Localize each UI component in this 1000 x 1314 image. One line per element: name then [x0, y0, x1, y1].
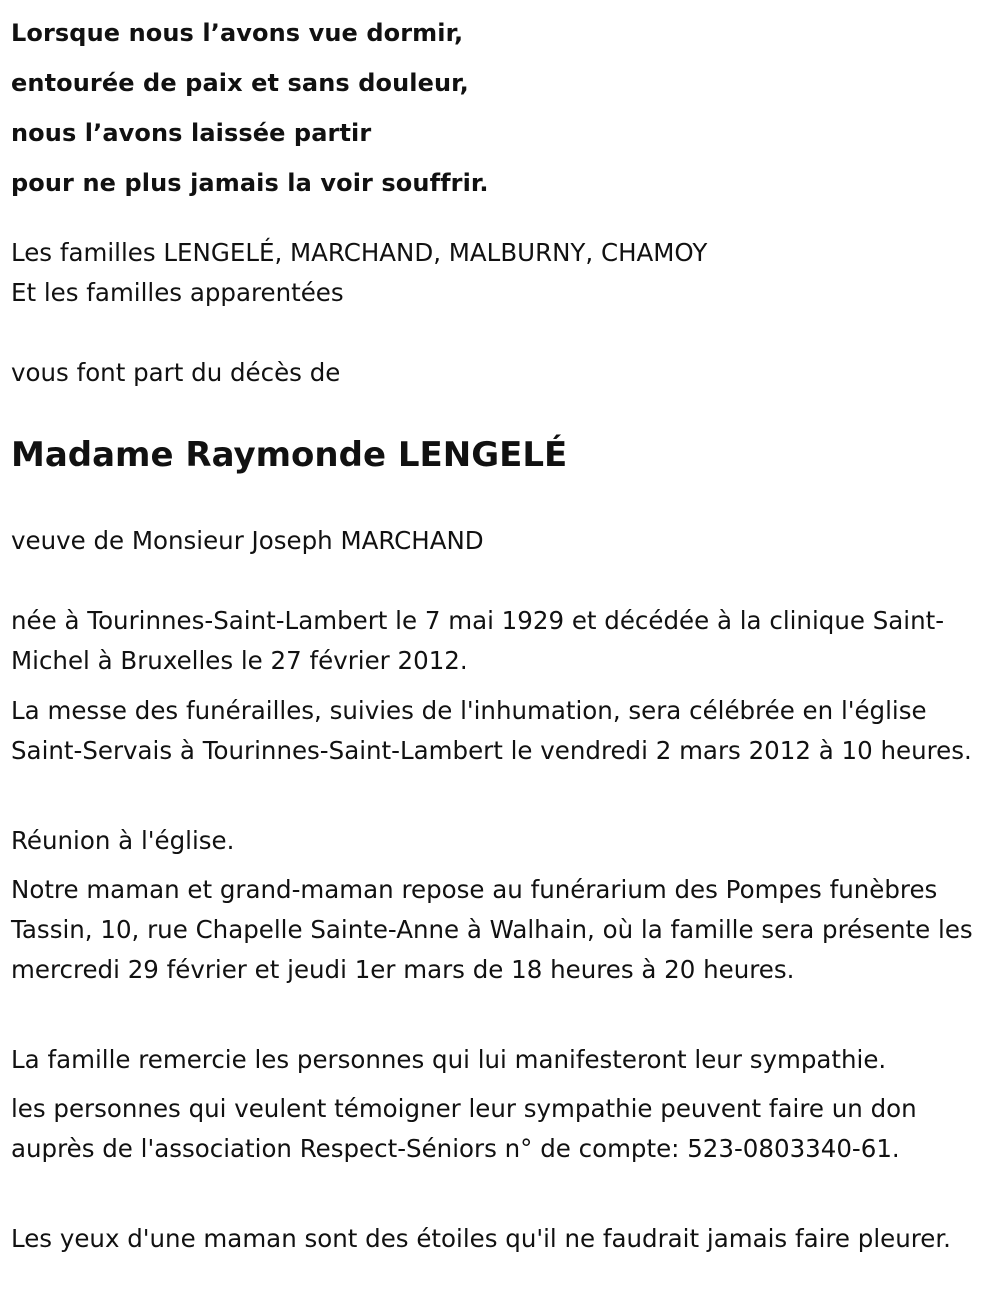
poem-line: nous l’avons laissée partir — [11, 119, 372, 147]
meeting-paragraph: Réunion à l'église. — [11, 826, 235, 855]
funeral-paragraph: La messe des funérailles, suivies de l'inhumation, sera célébrée en l'église Saint-Servais à Tourinnes-Saint-Lambert le vendredi 2 mars 2012 à 10 heures. — [11, 696, 972, 765]
poem-line: Lorsque nous l’avons vue dormir, — [11, 19, 464, 47]
poem-line: pour ne plus jamais la voir souffrir. — [11, 169, 489, 197]
birth-death-paragraph: née à Tourinnes-Saint-Lambert le 7 mai 1929 et décédée à la clinique Saint-Michel à Bruxelles le 27 février 2012. — [11, 606, 945, 675]
widow-of: veuve de Monsieur Joseph MARCHAND — [11, 526, 484, 555]
families-line: Les familles LENGELÉ, MARCHAND, MALBURNY, CHAMOY — [11, 238, 708, 267]
closing-paragraph: Les yeux d'une maman sont des étoiles qu'il ne faudrait jamais faire pleurer. — [11, 1224, 951, 1253]
donation-paragraph: les personnes qui veulent témoigner leur sympathie peuvent faire un don auprès de l'association Respect-Séniors n° de compte: 523-0803340-61. — [11, 1094, 917, 1163]
deceased-name: Madame Raymonde LENGELÉ — [11, 435, 568, 475]
announcement: vous font part du décès de — [11, 358, 341, 387]
poem — [11, 8, 489, 208]
families-line: Et les familles apparentées — [11, 278, 344, 307]
rest-paragraph: Notre maman et grand-maman repose au funérarium des Pompes funèbres Tassin, 10, rue Chapelle Sainte-Anne à Walhain, où la famille sera présente les mercredi 29 février et jeudi 1er mars de 18 heures à 20 heures. — [11, 875, 973, 984]
poem-line: entourée de paix et sans douleur, — [11, 69, 469, 97]
thanks-paragraph: La famille remercie les personnes qui lui manifesteront leur sympathie. — [11, 1045, 887, 1074]
families — [11, 233, 991, 313]
